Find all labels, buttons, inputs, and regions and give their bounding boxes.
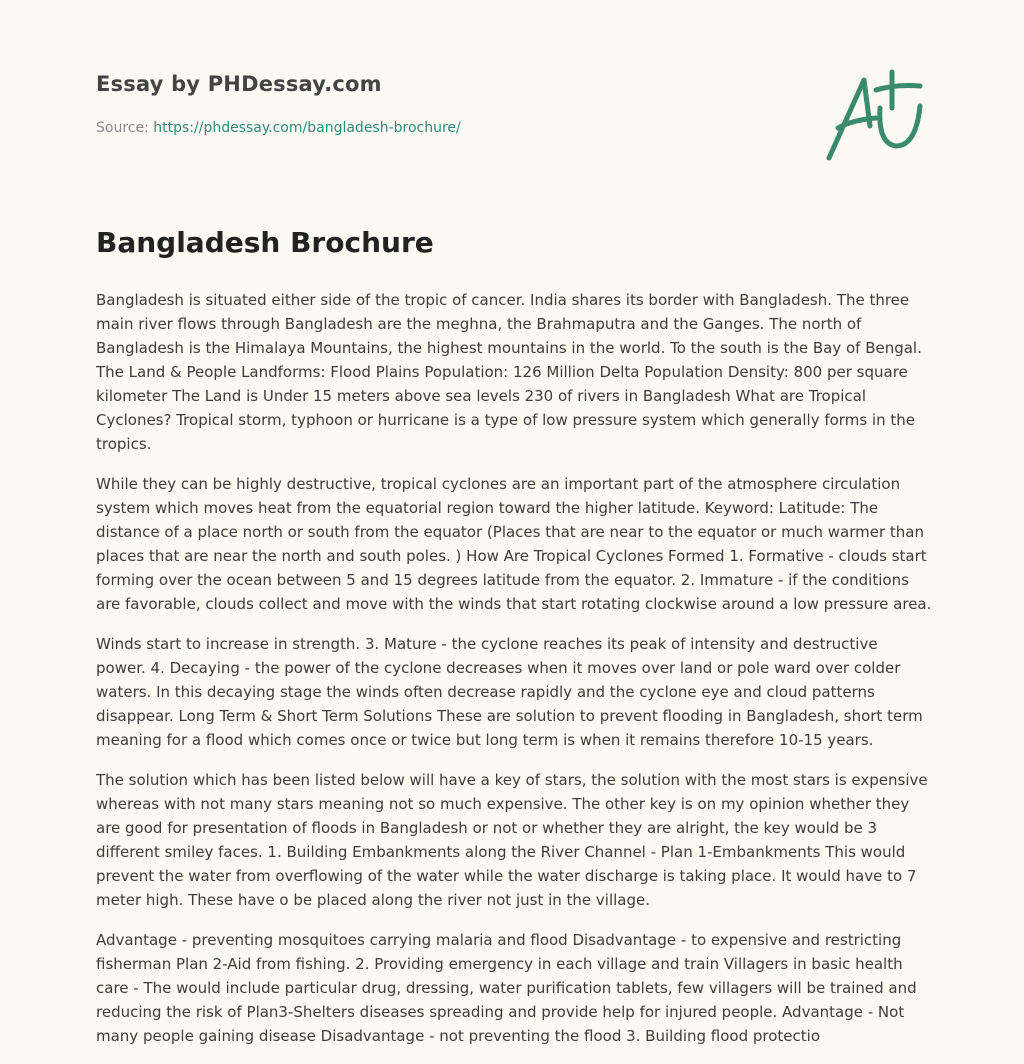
- source-line: [96, 120, 796, 136]
- source-label: Source:: [96, 120, 149, 136]
- article-paragraph: Advantage - preventing mosquitoes carrying malaria and flood Disadvantage - to expensive and restricting fisherman Plan 2-Aid from fishing. 2. Providing emergency in each village and train Villagers in basic health care - The would include particular drug, dressing, water purification tablets, few villagers will be trained and reducing the risk of Plan3-Shelters diseases spreading and provide help for injured people. Advantage - Not many people gaining disease Disadvantage - not preventing the flood 3. Building flood protectio: [96, 931, 917, 1045]
- article-paragraph: Bangladesh is situated either side of the tropic of cancer. India shares its border with Bangladesh. The three main river flows through Bangladesh are the meghna, the Brahmaputra and the Ganges. The north of Bangladesh is the Himalaya Mountains, the highest mountains in the world. To the south is the Bay of Bengal. The Land & People Landforms: Flood Plains Population: 126 Million Delta Population Density: 800 per square kilometer The Land is Under 15 meters above sea levels 230 of rivers in Bangladesh What are Tropical Cyclones? Tropical storm, typhoon or hurricane is a type of low pressure system which generally forms in the tropics.: [96, 291, 922, 453]
- site-title: Essay by PHDessay.com: [96, 72, 382, 96]
- article-paragraph: While they can be highly destructive, tropical cyclones are an important part of the atmosphere circulation system which moves heat from the equatorial region toward the higher latitude. Keyword: Latitude: The distance of a place north or south from the equator (Places that are near to the equator or much warmer than places that are near the north and south poles. ) How Are Tropical Cyclones Formed 1. Formative - clouds start forming over the ocean between 5 and 15 degrees latitude from the equator. 2. Immature - if the conditions are favorable, clouds collect and move with the winds that start rotating clockwise around a low pressure area.: [96, 475, 932, 613]
- article-title: Bangladesh Brochure: [96, 226, 434, 259]
- source-link[interactable]: https://phdessay.com/bangladesh-brochure/: [153, 120, 461, 136]
- article: [96, 226, 932, 1064]
- article-paragraph: The solution which has been listed below will have a key of stars, the solution with the most stars is expensive whereas with not many stars meaning not so much expensive. The other key is on my opinion whether they are good for presentation of floods in Bangladesh or not or whether they are alright, the key would be 3 different smiley faces. 1. Building Embankments along the River Channel - Plan 1-Embankments This would prevent the water from overflowing of the water while the water discharge is taking place. It would have to 7 meter high. These have o be placed along the river not just in the village.: [96, 771, 928, 909]
- page-header: [96, 72, 796, 136]
- a-plus-icon: [820, 66, 930, 166]
- a-plus-logo: [820, 66, 930, 166]
- article-paragraph: Winds start to increase in strength. 3. Mature - the cyclone reaches its peak of intensity and destructive power. 4. Decaying - the power of the cyclone decreases when it moves over land or pole ward over colder waters. In this decaying stage the winds often decrease rapidly and the cyclone eye and cloud patterns disappear. Long Term & Short Term Solutions These are solution to prevent flooding in Bangladesh, short term meaning for a flood which comes once or twice but long term is when it remains therefore 10-15 years.: [96, 635, 923, 749]
